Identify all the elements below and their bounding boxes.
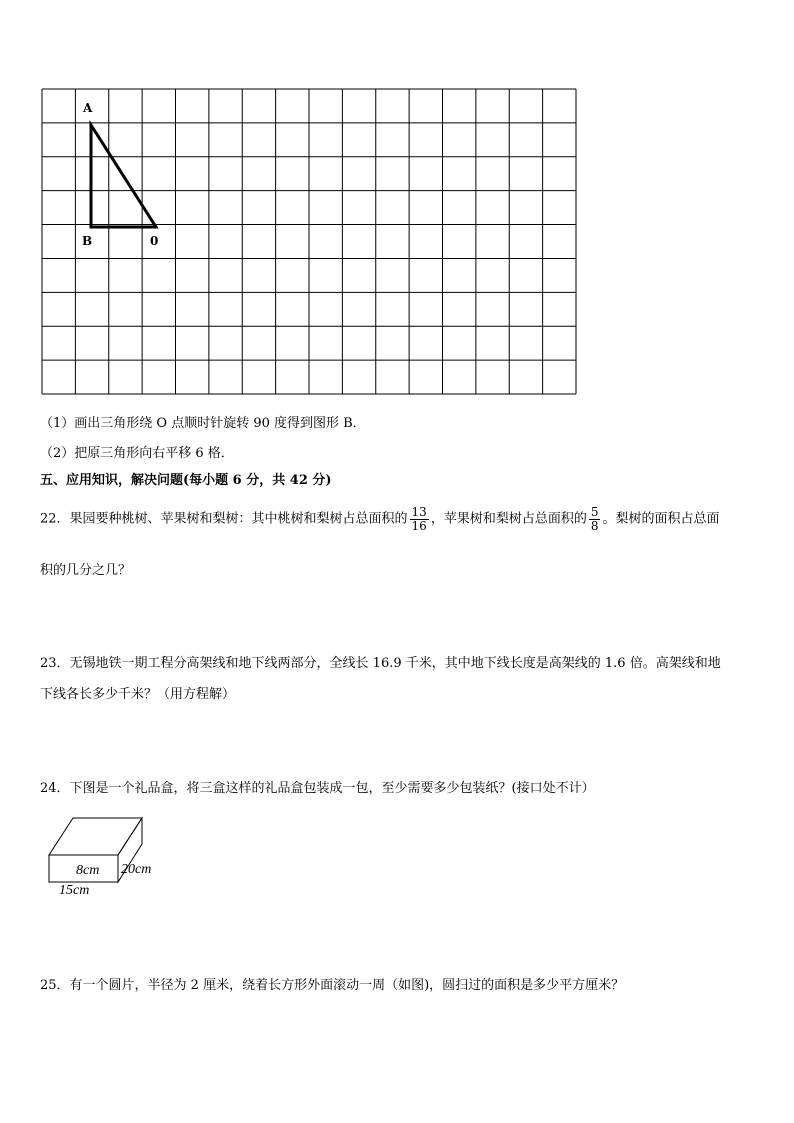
q23-line-1: 23．无锡地铁一期工程分高架线和地下线两部分，全线长 16.9 千米，其中地下线长度是高架线的 1.6 倍。高架线和地 (40, 656, 721, 671)
dim-length-label: 15cm (59, 883, 90, 898)
gift-box-figure (40, 812, 180, 902)
q22-text-1: 22．果园要种桃树、苹果树和梨树：其中桃树和梨树占总面积的 (40, 511, 408, 527)
q25-text: 25．有一个圆片，半径为 2 厘米，绕着长方形外面滚动一周（如图)，圆扫过的面积是多少平方厘米？ (40, 978, 625, 993)
q22-line-2: 积的几分之几？ (40, 563, 132, 578)
q22-text-3: 。梨树的面积占总面 (602, 511, 720, 527)
label-o: 0 (150, 234, 159, 248)
section-5-title: 五、应用知识，解决问题(每小题 6 分，共 42 分) (40, 473, 332, 488)
q23-line-2: 下线各长多少千米？（用方程解） (40, 687, 236, 702)
dim-width-label: 20cm (121, 862, 152, 877)
box-top-face (49, 818, 142, 855)
question-22 (40, 506, 720, 533)
grid-figure (0, 0, 794, 420)
dim-height-label: 8cm (76, 863, 100, 878)
instruction-1: （1）画出三角形绕 O 点顺时针旋转 90 度得到图形 B． (40, 416, 366, 431)
q24-text: 24．下图是一个礼品盒，将三盒这样的礼品盒包装成一包，至少需要多少包装纸？(接口处不计） (40, 781, 595, 796)
frac1-den: 16 (411, 519, 427, 533)
fraction-13-16 (410, 506, 429, 533)
grid-lines (42, 89, 576, 394)
frac2-num: 5 (590, 505, 599, 519)
instruction-2: （2）把原三角形向右平移 6 格． (40, 446, 234, 461)
q22-text-2: ，苹果树和梨树占总面积的 (430, 511, 587, 527)
label-a: A (83, 101, 93, 115)
frac1-num: 13 (411, 505, 427, 519)
fraction-5-8 (589, 506, 601, 533)
frac2-den: 8 (590, 519, 599, 533)
triangle-abo (91, 125, 156, 227)
label-b: B (82, 234, 93, 248)
